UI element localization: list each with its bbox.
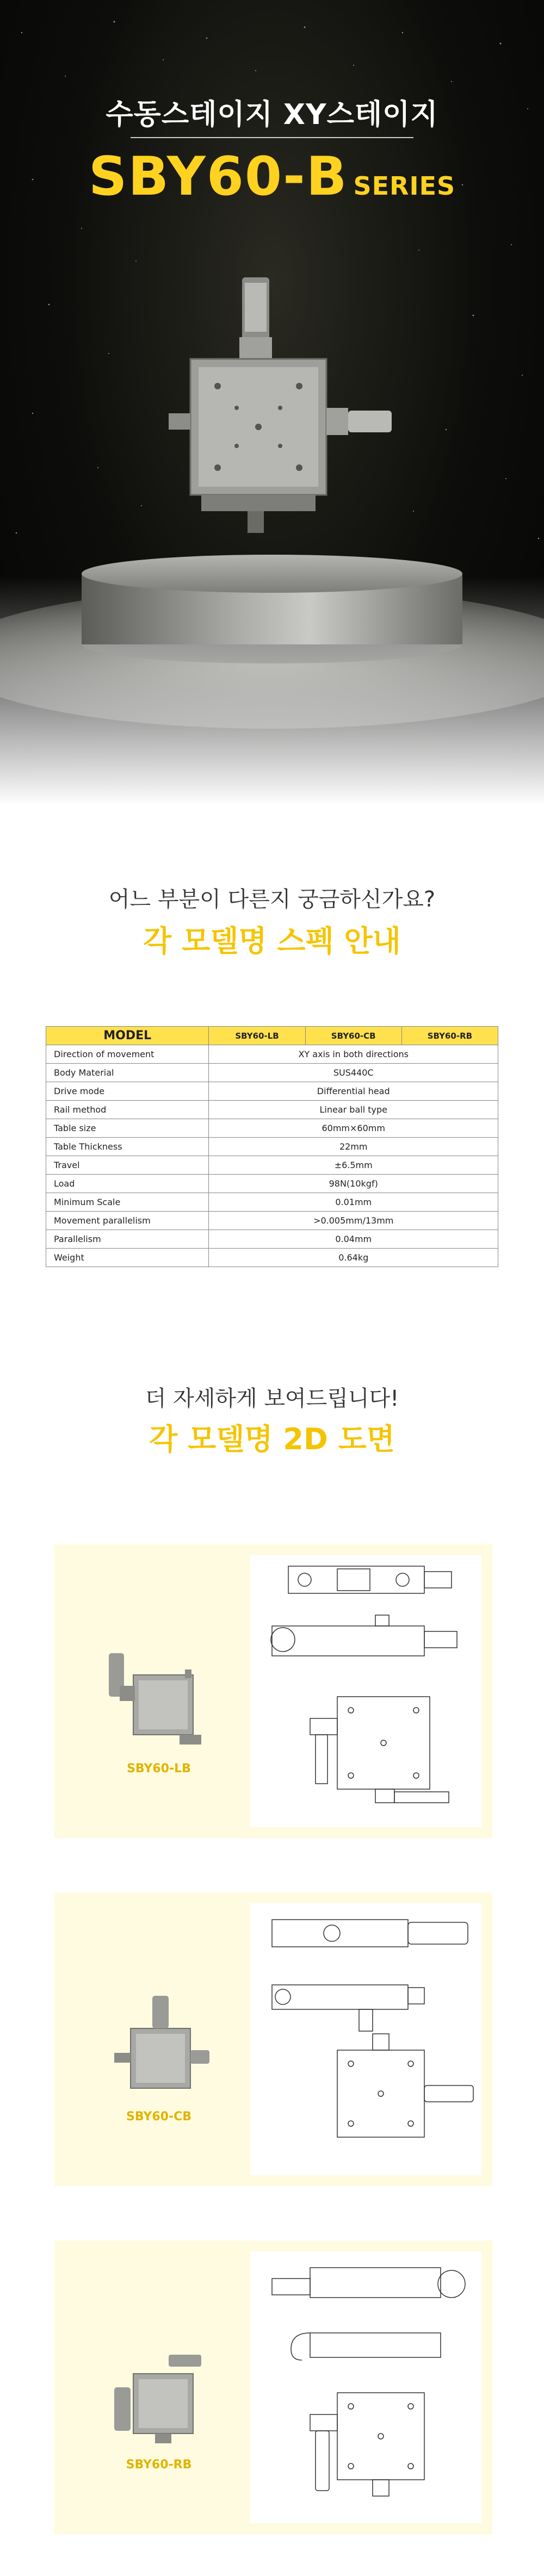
technical-drawing-lb bbox=[250, 1555, 481, 1827]
stage-photo-lb bbox=[103, 1642, 212, 1751]
drawing-intro: 더 자세하게 보여드립니다! bbox=[145, 1386, 399, 1411]
spec-label: Weight bbox=[46, 1249, 209, 1267]
spec-value: 22mm bbox=[209, 1138, 498, 1156]
table-row bbox=[46, 1119, 498, 1138]
table-row bbox=[46, 1193, 498, 1212]
spec-header-model: MODEL bbox=[46, 1027, 209, 1045]
spec-label: Table Thickness bbox=[46, 1138, 209, 1156]
spec-value: 60mm×60mm bbox=[209, 1119, 498, 1138]
spec-value: SUS440C bbox=[209, 1064, 498, 1082]
spec-header-rb: SBY60-RB bbox=[401, 1027, 498, 1045]
spec-value: XY axis in both directions bbox=[209, 1045, 498, 1064]
table-row bbox=[46, 1045, 498, 1064]
spec-value: 0.01mm bbox=[209, 1193, 498, 1212]
spec-label: Load bbox=[46, 1175, 209, 1193]
model-panel-lb bbox=[54, 1544, 492, 1838]
table-row bbox=[46, 1138, 498, 1156]
table-row bbox=[46, 1064, 498, 1082]
technical-drawing-rb bbox=[250, 2251, 481, 2523]
spec-question: 어느 부분이 다른지 궁금하신가요? bbox=[108, 887, 436, 912]
spec-label: Parallelism bbox=[46, 1230, 209, 1249]
model-label-rb: SBY60-RB bbox=[126, 2458, 192, 2472]
model-label-lb: SBY60-LB bbox=[127, 1762, 191, 1776]
xy-stage-product-image bbox=[158, 272, 397, 544]
spec-value: ±6.5mm bbox=[209, 1156, 498, 1175]
spec-heading: 각 모델명 스펙 안내 bbox=[143, 924, 401, 958]
table-row bbox=[46, 1249, 498, 1267]
spec-value: >0.005mm/13mm bbox=[209, 1212, 498, 1230]
stage-photo-cb bbox=[103, 1990, 212, 2099]
spec-value: 0.64kg bbox=[209, 1249, 498, 1267]
spec-label: Movement parallelism bbox=[46, 1212, 209, 1230]
stage-photo-rb bbox=[103, 2338, 212, 2447]
spec-header-cb: SBY60-CB bbox=[305, 1027, 401, 1045]
spec-label: Table size bbox=[46, 1119, 209, 1138]
spec-value: 0.04mm bbox=[209, 1230, 498, 1249]
spec-label: Rail method bbox=[46, 1101, 209, 1119]
table-row bbox=[46, 1230, 498, 1249]
spec-label: Drive mode bbox=[46, 1082, 209, 1101]
spec-header-lb: SBY60-LB bbox=[209, 1027, 305, 1045]
table-row bbox=[46, 1156, 498, 1175]
hero-title bbox=[0, 146, 544, 208]
hero-divider bbox=[131, 137, 413, 138]
technical-drawing-cb bbox=[250, 1903, 481, 2175]
spec-table bbox=[46, 1026, 498, 1267]
table-row bbox=[46, 1175, 498, 1193]
table-row bbox=[46, 1082, 498, 1101]
table-row bbox=[46, 1101, 498, 1119]
model-panel-rb bbox=[54, 2240, 492, 2534]
spec-label: Direction of movement bbox=[46, 1045, 209, 1064]
spec-value: 98N(10kgf) bbox=[209, 1175, 498, 1193]
spec-label: Minimum Scale bbox=[46, 1193, 209, 1212]
spec-value: Differential head bbox=[209, 1082, 498, 1101]
hero-title-model: SBY60-B bbox=[88, 146, 348, 208]
spec-header-row bbox=[46, 1027, 498, 1045]
hero-banner bbox=[0, 0, 544, 805]
spec-value: Linear ball type bbox=[209, 1101, 498, 1119]
model-panel-cb bbox=[54, 1892, 492, 2186]
model-label-cb: SBY60-CB bbox=[126, 2110, 191, 2124]
hero-subtitle: 수동스테이지 XY스테이지 bbox=[106, 98, 438, 131]
table-row bbox=[46, 1212, 498, 1230]
drawing-heading: 각 모델명 2D 도면 bbox=[149, 1422, 395, 1456]
hero-title-series: SERIES bbox=[353, 171, 456, 201]
pedestal-top bbox=[82, 555, 462, 593]
spec-label: Body Material bbox=[46, 1064, 209, 1082]
spec-label: Travel bbox=[46, 1156, 209, 1175]
